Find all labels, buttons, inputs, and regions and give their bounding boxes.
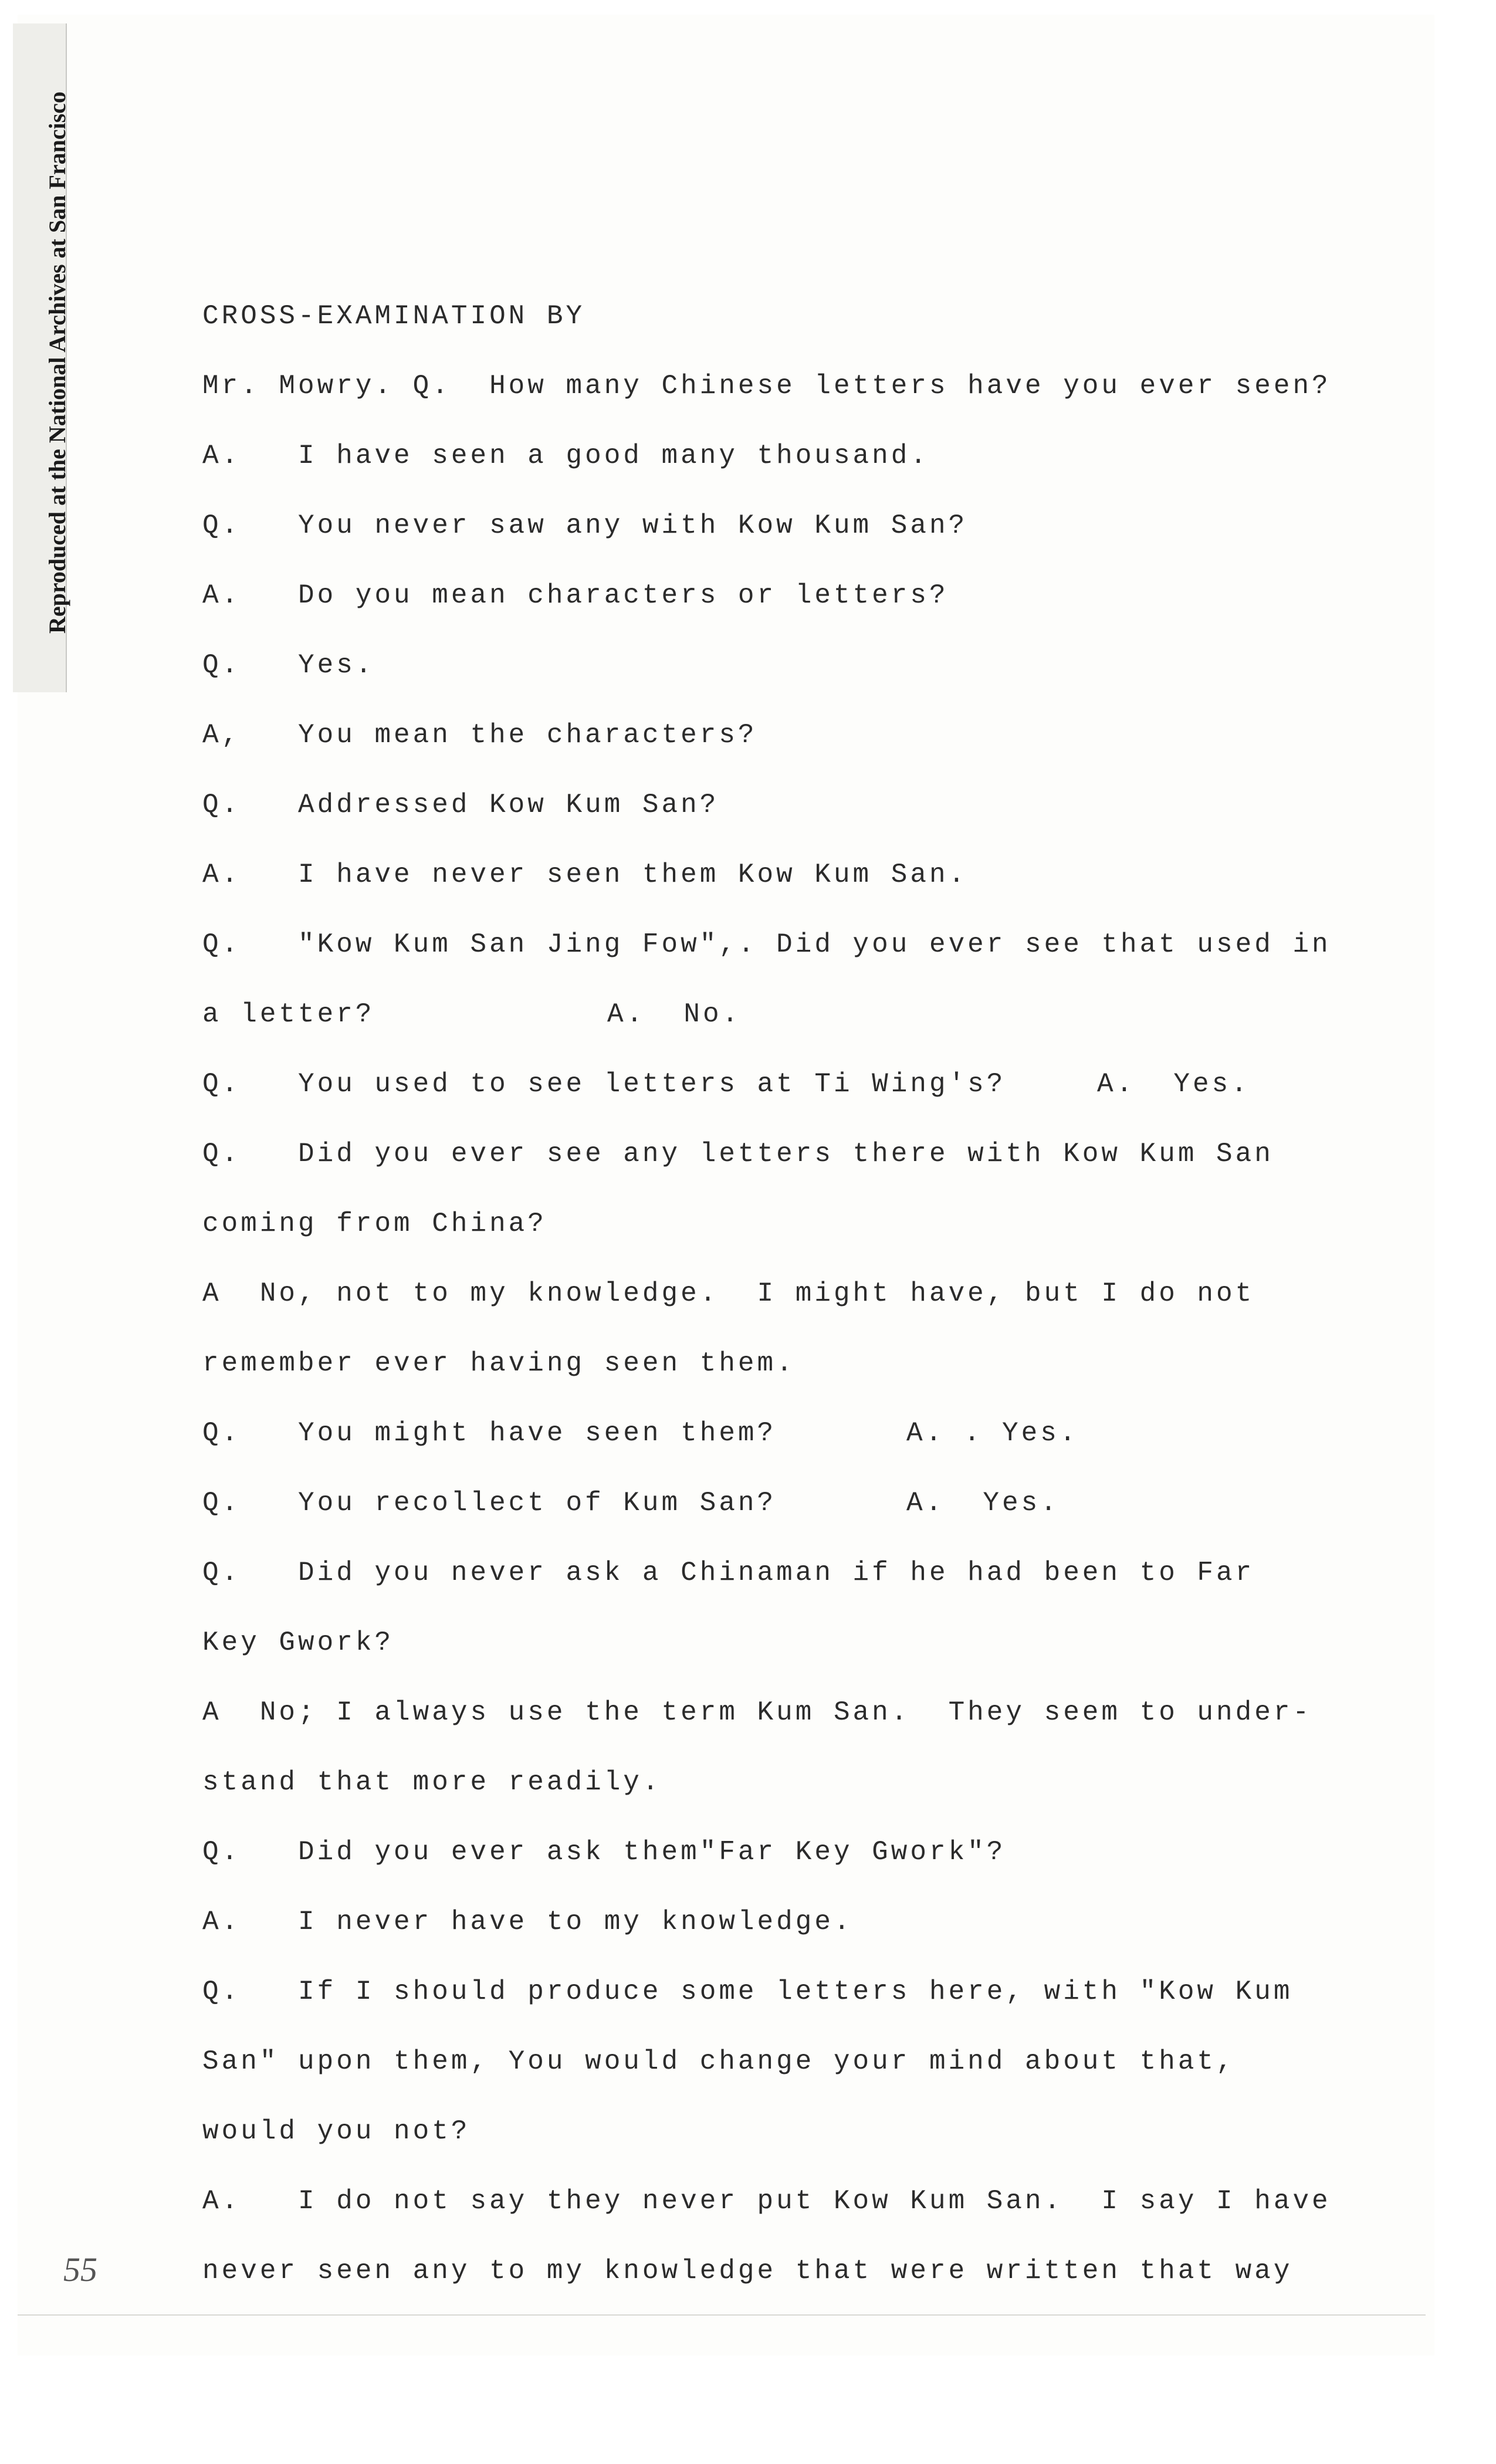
transcript-line [202, 1678, 1387, 1748]
transcript-line [202, 561, 1387, 631]
archive-stamp-strip [13, 23, 70, 692]
transcript-line-text: a letter? [202, 999, 375, 1030]
transcript-line-text: Q. You used to see letters at Ti Wing's? [202, 1069, 1006, 1099]
page-bottom-rule [18, 2314, 1426, 2316]
transcript-line [202, 1608, 1387, 1678]
transcript-line-text: Mr. Mowry. Q. How many Chinese letters have you ever seen? [202, 371, 1331, 401]
transcript-line-text: remember ever having seen them. [202, 1348, 796, 1379]
transcript-line-text: A, You mean the characters? [202, 720, 757, 750]
transcript-line-text: A. I have seen a good many thousand. [202, 441, 929, 471]
transcript-line [202, 1259, 1387, 1329]
transcript-line-text: Q. Yes. [202, 650, 375, 681]
transcript-line [202, 421, 1387, 491]
transcript-line-text: CROSS-EXAMINATION BY [202, 301, 585, 331]
transcript-line [202, 491, 1387, 561]
transcript-line-text: Q. Did you never ask a Chinaman if he had been to Far [202, 1558, 1255, 1588]
transcript-line-text: San" upon them, You would change your mind about that, [202, 2046, 1236, 2077]
transcript-line-text: Q. You recollect of Kum San? [202, 1488, 777, 1518]
transcript-line-text: A. I never have to my knowledge. [202, 1907, 853, 1937]
transcript-line-text: never seen any to my knowledge that were written that way [202, 2256, 1293, 2286]
transcript-line [202, 1189, 1387, 1259]
transcript-line [202, 351, 1387, 421]
transcript-line-text: A. I do not say they never put Kow Kum San. I say I have [202, 2186, 1331, 2216]
transcript-line-text: stand that more readily. [202, 1767, 662, 1798]
inline-answer: A. . Yes. [906, 1418, 1079, 1448]
transcript-line-text: Q. Addressed Kow Kum San? [202, 790, 719, 820]
transcript-line [202, 1468, 1387, 1538]
transcript-line-text: Key Gwork? [202, 1627, 394, 1658]
transcript-line [202, 631, 1387, 700]
transcript-line [202, 1050, 1387, 1119]
transcript-line [202, 910, 1387, 980]
transcript-line [202, 700, 1387, 770]
transcript-line-text: Q. "Kow Kum San Jing Fow",. Did you ever see that used in [202, 929, 1331, 960]
transcript-line-text: Q. You never saw any with Kow Kum San? [202, 510, 968, 541]
transcript-line [202, 1817, 1387, 1887]
transcript-line [202, 2236, 1387, 2306]
transcript-line [202, 1887, 1387, 1957]
transcript-line-text: would you not? [202, 2116, 471, 2147]
inline-answer: A. Yes. [906, 1488, 1060, 1518]
transcript-line-text: A No; I always use the term Kum San. They seem to under- [202, 1697, 1312, 1728]
transcript-line-text: Q. You might have seen them? [202, 1418, 777, 1448]
inline-answer: A. Yes. [1097, 1069, 1250, 1099]
transcript-line-text: coming from China? [202, 1209, 547, 1239]
inline-answer: A. No. [607, 999, 742, 1030]
transcript-line [202, 1399, 1387, 1468]
transcript-line [202, 840, 1387, 910]
transcript-line [202, 282, 1387, 351]
transcript-line-text: Q. If I should produce some letters here, with "Kow Kum [202, 1976, 1293, 2007]
transcript-line [202, 2097, 1387, 2167]
handwritten-page-number: 55 [63, 2250, 97, 2289]
transcript-line-text: Q. Did you ever ask them"Far Key Gwork"? [202, 1837, 1006, 1867]
transcript-line [202, 1748, 1387, 1817]
transcript-line-text: A No, not to my knowledge. I might have, but I do not [202, 1278, 1255, 1309]
transcript-line [202, 1119, 1387, 1189]
transcript-line-text: Q. Did you ever see any letters there with Kow Kum San [202, 1139, 1274, 1169]
transcript-line [202, 980, 1387, 1050]
testimony-transcript [202, 282, 1387, 2306]
transcript-line [202, 770, 1387, 840]
transcript-line [202, 2027, 1387, 2097]
transcript-line [202, 1538, 1387, 1608]
archive-stamp-text: Reproduced at the National Archives at San Francisco [44, 91, 70, 634]
transcript-line [202, 1957, 1387, 2027]
transcript-line [202, 1329, 1387, 1399]
transcript-line-text: A. Do you mean characters or letters? [202, 580, 949, 611]
transcript-line [202, 2167, 1387, 2236]
transcript-line-text: A. I have never seen them Kow Kum San. [202, 859, 968, 890]
